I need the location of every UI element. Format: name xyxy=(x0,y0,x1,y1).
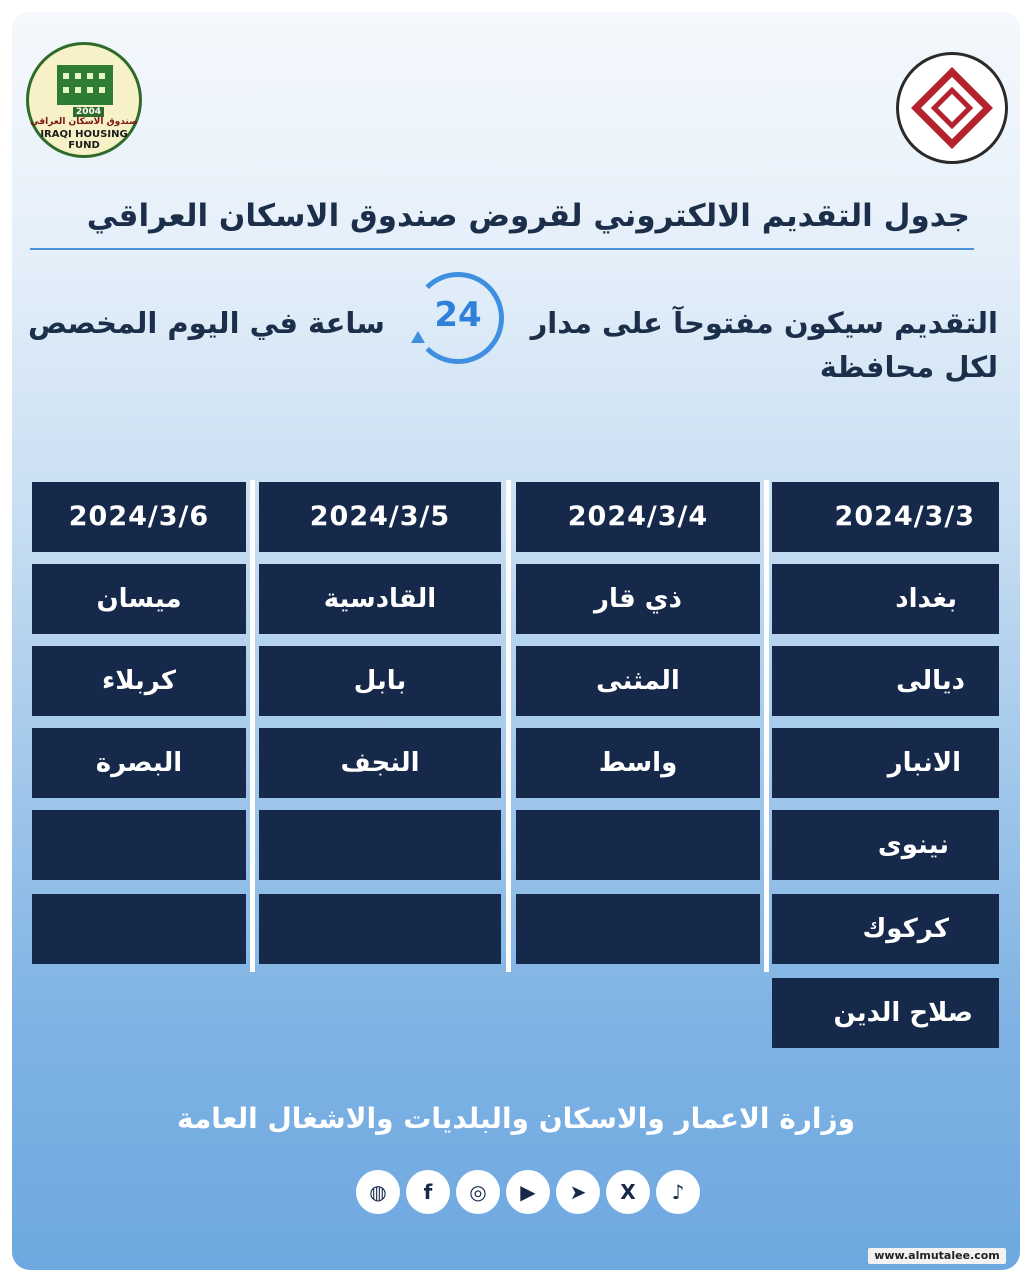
column-separator xyxy=(506,480,511,972)
clock-arrow-icon xyxy=(411,331,425,343)
province-cell xyxy=(516,894,760,964)
hours-number: 24 xyxy=(434,295,482,335)
province-cell: البصرة xyxy=(32,728,246,798)
province-cell: بابل xyxy=(259,646,501,716)
almutalee-logo xyxy=(896,52,1008,164)
province-cell: ميسان xyxy=(32,564,246,634)
province-cell: صلاح الدين xyxy=(772,978,999,1048)
facebook-icon[interactable]: f xyxy=(406,1170,450,1214)
x-icon[interactable]: X xyxy=(606,1170,650,1214)
province-cell xyxy=(259,894,501,964)
province-cell xyxy=(32,810,246,880)
announcement-card xyxy=(12,12,1020,1270)
province-cell: نينوى xyxy=(772,810,999,880)
province-cell: كركوك xyxy=(772,894,999,964)
subtitle-line-1 xyxy=(28,306,998,350)
province-cell xyxy=(516,810,760,880)
province-cell: ذي قار xyxy=(516,564,760,634)
province-cell: ديالى xyxy=(772,646,999,716)
province-cell xyxy=(259,810,501,880)
page-title: جدول التقديم الالكتروني لقروض صندوق الاسكان العراقي xyxy=(86,198,970,234)
column-separator xyxy=(250,480,255,972)
logo-year: 2004 xyxy=(73,107,104,117)
date-header-4: 2024/3/6 xyxy=(32,482,246,552)
tiktok-icon[interactable]: ♪ xyxy=(656,1170,700,1214)
date-header-1: 2024/3/3 xyxy=(772,482,999,552)
ministry-name: وزارة الاعمار والاسكان والبلديات والاشغال العامة xyxy=(176,1102,856,1135)
province-cell: كربلاء xyxy=(32,646,246,716)
province-cell: القادسية xyxy=(259,564,501,634)
subtitle-line-2: لكل محافظة xyxy=(819,350,998,384)
youtube-icon[interactable]: ▶ xyxy=(506,1170,550,1214)
province-cell: الانبار xyxy=(772,728,999,798)
title-divider xyxy=(30,248,974,250)
building-icon xyxy=(57,65,113,105)
province-cell: بغداد xyxy=(772,564,999,634)
province-cell: المثنى xyxy=(516,646,760,716)
province-cell xyxy=(32,894,246,964)
logo-english-text: IRAQI HOUSING FUND xyxy=(40,129,128,151)
subtitle-part-1: التقديم سيكون مفتوحآ على مدار xyxy=(530,306,998,340)
website-watermark: www.almutalee.com xyxy=(868,1248,1006,1264)
date-header-3: 2024/3/5 xyxy=(259,482,501,552)
date-header-2: 2024/3/4 xyxy=(516,482,760,552)
logo-arabic-text: صندوق الاسكان العراقي xyxy=(30,117,138,127)
telegram-icon[interactable]: ➤ xyxy=(556,1170,600,1214)
province-cell: واسط xyxy=(516,728,760,798)
instagram-icon[interactable]: ◎ xyxy=(456,1170,500,1214)
subtitle-part-2: ساعة في اليوم المخصص xyxy=(28,306,385,340)
iraqi-housing-fund-logo xyxy=(26,42,142,158)
column-separator xyxy=(764,480,769,972)
province-cell: النجف xyxy=(259,728,501,798)
globe-icon[interactable]: ◍ xyxy=(356,1170,400,1214)
